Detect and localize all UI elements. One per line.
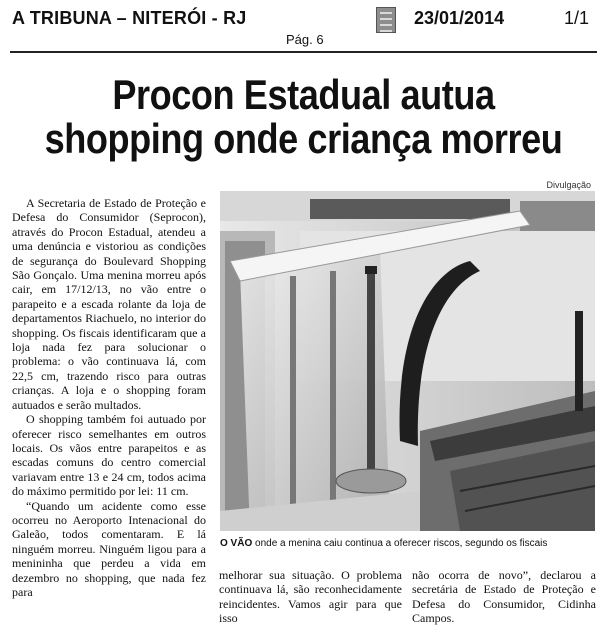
paragraph-final: não ocorra de novo”, declarou a secretária de Estado de Proteção e Defesa do Consumidor, Cidinha Campos. xyxy=(412,568,596,626)
paragraph-3: “Quando um acidente como esse ocorreu no Aeroporto Intenacional do Galeão, todos comentaram. E lá ninguém morreu. Ninguém ligou para a menininha que perdeu a vida em dezembro no shopping, que nada fez para xyxy=(12,498,206,599)
headline-line-1: Procon Estadual autua xyxy=(112,71,495,118)
page-count: 1/1 xyxy=(563,8,589,28)
escalator-photo xyxy=(220,191,595,531)
article-photo xyxy=(220,191,595,531)
photo-caption xyxy=(220,538,595,549)
document-icon xyxy=(376,7,396,33)
caption-lead: O VÃO xyxy=(220,538,253,549)
publication-date: 23/01/2014 xyxy=(414,8,505,28)
article-column-3 xyxy=(412,568,596,626)
caption-text: onde a menina caiu continua a oferecer riscos, segundo os fiscais xyxy=(252,538,548,549)
page-number: Pág. 6 xyxy=(286,32,324,47)
paragraph-2: O shopping também foi autuado por oferecer risco semelhantes em outros locais. Os vãos entre parapeitos e as escadas comuns do centro comercial variavam entre 13 e 24 cm, todos acima do máximo permitido por lei: 11 cm. xyxy=(12,412,206,499)
publication-name: A TRIBUNA – NITERÓI - RJ xyxy=(12,8,247,28)
header-divider xyxy=(10,51,597,53)
headline-line-2: shopping onde criança morreu xyxy=(44,115,563,162)
paragraph-continued: melhorar sua situação. O problema continuava lá, são reconhecidamente reincidentes. Vamos agir para que isso xyxy=(219,568,402,626)
article-column-2 xyxy=(219,568,402,626)
paragraph-1: A Secretaria de Estado de Proteção e Defesa do Consumidor (Seprocon), através do Procon Estadual, atendeu a uma denúncia e vistoriou as condições de segurança do Boulevard Shopping São Gonçalo. Uma menina morreu após cair, em 17/12/13, no vão entre o parapeito e a escada rolante da loja de departamentos Riachuelo, no interior do shopping. Os fiscais identificaram que a loja nada fez para solucionar o problema: o vão continuava lá, com 22,5 cm, trazendo risco para outras crianças. A loja e o shopping foram autuados e serão multados. xyxy=(12,196,206,412)
article-headline xyxy=(42,73,564,161)
page-header xyxy=(0,0,607,56)
article-column-1 xyxy=(12,196,206,620)
photo-credit: Divulgação xyxy=(546,180,591,190)
